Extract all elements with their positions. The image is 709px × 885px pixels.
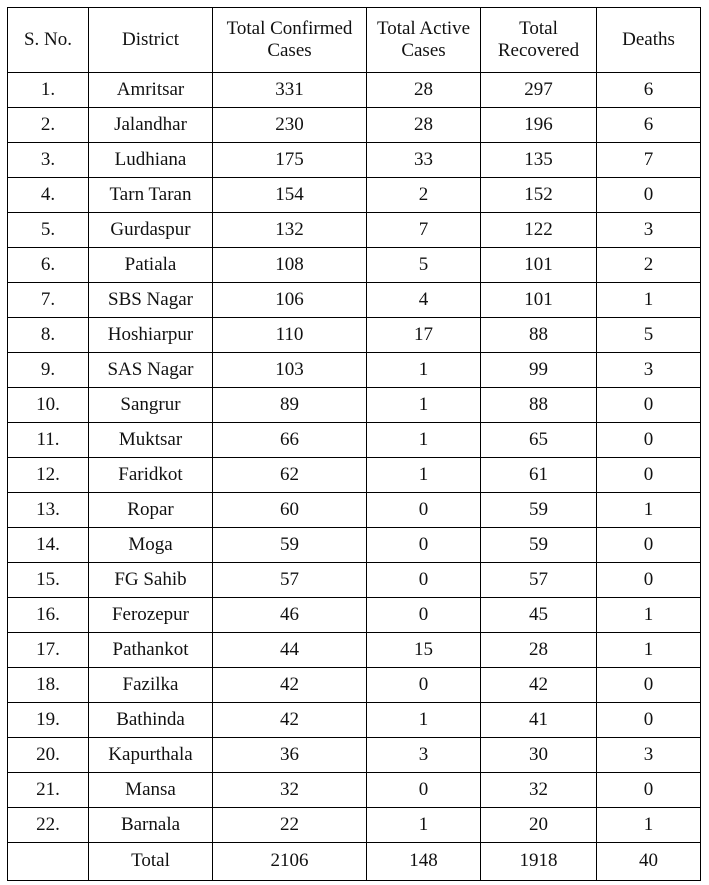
- cell-sno: 20.: [8, 738, 89, 773]
- cell-recovered: 57: [481, 563, 597, 598]
- column-header-sno: S. No.: [8, 8, 89, 73]
- cell-district: Moga: [89, 528, 213, 563]
- table-row: [8, 493, 701, 528]
- cell-confirmed: 36: [213, 738, 367, 773]
- cell-district: Bathinda: [89, 703, 213, 738]
- cell-confirmed: 60: [213, 493, 367, 528]
- cell-active: 1: [367, 458, 481, 493]
- cell-recovered: 122: [481, 213, 597, 248]
- table-row: [8, 738, 701, 773]
- cell-active: 1: [367, 423, 481, 458]
- cell-confirmed: 108: [213, 248, 367, 283]
- total-cell-deaths: 40: [597, 843, 701, 881]
- cell-recovered: 99: [481, 353, 597, 388]
- cell-district: Ferozepur: [89, 598, 213, 633]
- cell-active: 28: [367, 108, 481, 143]
- cell-confirmed: 175: [213, 143, 367, 178]
- table-row: [8, 388, 701, 423]
- table-row: [8, 423, 701, 458]
- table-row: [8, 283, 701, 318]
- cell-confirmed: 132: [213, 213, 367, 248]
- cell-sno: 5.: [8, 213, 89, 248]
- cell-active: 0: [367, 668, 481, 703]
- cell-sno: 17.: [8, 633, 89, 668]
- cell-sno: 9.: [8, 353, 89, 388]
- cell-district: Ropar: [89, 493, 213, 528]
- cell-confirmed: 22: [213, 808, 367, 843]
- cell-sno: 15.: [8, 563, 89, 598]
- cell-active: 1: [367, 808, 481, 843]
- table-row: [8, 668, 701, 703]
- cell-district: Jalandhar: [89, 108, 213, 143]
- table-row: [8, 598, 701, 633]
- cell-confirmed: 106: [213, 283, 367, 318]
- table-row: [8, 108, 701, 143]
- cell-recovered: 45: [481, 598, 597, 633]
- cell-deaths: 0: [597, 423, 701, 458]
- cell-district: Mansa: [89, 773, 213, 808]
- cell-confirmed: 89: [213, 388, 367, 423]
- cell-recovered: 152: [481, 178, 597, 213]
- cell-sno: 13.: [8, 493, 89, 528]
- cell-recovered: 101: [481, 248, 597, 283]
- table-row: [8, 178, 701, 213]
- cell-district: Muktsar: [89, 423, 213, 458]
- cell-deaths: 5: [597, 318, 701, 353]
- cell-sno: 3.: [8, 143, 89, 178]
- cell-district: SBS Nagar: [89, 283, 213, 318]
- table-row: [8, 808, 701, 843]
- cell-active: 17: [367, 318, 481, 353]
- cell-sno: 2.: [8, 108, 89, 143]
- table-row: [8, 248, 701, 283]
- cell-district: Tarn Taran: [89, 178, 213, 213]
- table-row: [8, 773, 701, 808]
- table-row: [8, 213, 701, 248]
- column-header-active: Total Active Cases: [367, 8, 481, 73]
- cell-active: 1: [367, 703, 481, 738]
- cell-recovered: 65: [481, 423, 597, 458]
- cell-confirmed: 32: [213, 773, 367, 808]
- cell-district: Ludhiana: [89, 143, 213, 178]
- cell-deaths: 1: [597, 493, 701, 528]
- cell-confirmed: 331: [213, 73, 367, 108]
- cell-sno: 18.: [8, 668, 89, 703]
- cell-deaths: 3: [597, 213, 701, 248]
- cell-confirmed: 62: [213, 458, 367, 493]
- table-header-row: [8, 8, 701, 73]
- cell-confirmed: 110: [213, 318, 367, 353]
- cell-sno: 22.: [8, 808, 89, 843]
- cell-recovered: 297: [481, 73, 597, 108]
- cell-district: Gurdaspur: [89, 213, 213, 248]
- table-row: [8, 563, 701, 598]
- cell-deaths: 0: [597, 388, 701, 423]
- cell-active: 33: [367, 143, 481, 178]
- cell-district: Barnala: [89, 808, 213, 843]
- cell-active: 0: [367, 563, 481, 598]
- cell-sno: 11.: [8, 423, 89, 458]
- cell-sno: 14.: [8, 528, 89, 563]
- column-header-confirmed: Total Confirmed Cases: [213, 8, 367, 73]
- cell-district: FG Sahib: [89, 563, 213, 598]
- cell-deaths: 0: [597, 773, 701, 808]
- column-header-deaths: Deaths: [597, 8, 701, 73]
- cell-sno: 1.: [8, 73, 89, 108]
- cell-active: 15: [367, 633, 481, 668]
- data-table-container: [7, 7, 700, 871]
- cell-recovered: 61: [481, 458, 597, 493]
- cell-deaths: 0: [597, 563, 701, 598]
- cell-confirmed: 154: [213, 178, 367, 213]
- cell-recovered: 59: [481, 493, 597, 528]
- cell-active: 4: [367, 283, 481, 318]
- cell-deaths: 2: [597, 248, 701, 283]
- table-body: [8, 73, 701, 881]
- cell-deaths: 0: [597, 458, 701, 493]
- cell-sno: 21.: [8, 773, 89, 808]
- cell-active: 1: [367, 353, 481, 388]
- table-row: [8, 633, 701, 668]
- total-cell-confirmed: 2106: [213, 843, 367, 881]
- cell-deaths: 6: [597, 73, 701, 108]
- total-cell-active: 148: [367, 843, 481, 881]
- cell-district: Fazilka: [89, 668, 213, 703]
- cell-confirmed: 46: [213, 598, 367, 633]
- cell-confirmed: 57: [213, 563, 367, 598]
- cell-sno: 19.: [8, 703, 89, 738]
- cell-recovered: 196: [481, 108, 597, 143]
- cell-confirmed: 42: [213, 703, 367, 738]
- column-header-recovered: Total Recovered: [481, 8, 597, 73]
- table-row: [8, 73, 701, 108]
- cell-recovered: 88: [481, 388, 597, 423]
- cell-deaths: 3: [597, 738, 701, 773]
- cell-recovered: 30: [481, 738, 597, 773]
- cell-deaths: 0: [597, 178, 701, 213]
- total-cell-sno: [8, 843, 89, 881]
- cell-confirmed: 59: [213, 528, 367, 563]
- cell-sno: 12.: [8, 458, 89, 493]
- cell-active: 28: [367, 73, 481, 108]
- cell-confirmed: 103: [213, 353, 367, 388]
- cell-deaths: 1: [597, 598, 701, 633]
- cell-sno: 16.: [8, 598, 89, 633]
- cell-recovered: 59: [481, 528, 597, 563]
- cell-recovered: 32: [481, 773, 597, 808]
- cell-district: Patiala: [89, 248, 213, 283]
- cell-deaths: 7: [597, 143, 701, 178]
- table-row: [8, 458, 701, 493]
- cell-district: Sangrur: [89, 388, 213, 423]
- table-row: [8, 528, 701, 563]
- cell-active: 1: [367, 388, 481, 423]
- cell-deaths: 1: [597, 633, 701, 668]
- cell-confirmed: 44: [213, 633, 367, 668]
- cell-recovered: 88: [481, 318, 597, 353]
- cell-active: 0: [367, 528, 481, 563]
- table-header: [8, 8, 701, 73]
- cell-deaths: 6: [597, 108, 701, 143]
- cell-sno: 10.: [8, 388, 89, 423]
- cell-district: SAS Nagar: [89, 353, 213, 388]
- cell-active: 2: [367, 178, 481, 213]
- cell-recovered: 42: [481, 668, 597, 703]
- district-case-summary-table: [7, 7, 701, 881]
- cell-recovered: 20: [481, 808, 597, 843]
- total-cell-district: Total: [89, 843, 213, 881]
- cell-deaths: 1: [597, 808, 701, 843]
- table-row: [8, 703, 701, 738]
- cell-confirmed: 66: [213, 423, 367, 458]
- cell-active: 3: [367, 738, 481, 773]
- cell-sno: 8.: [8, 318, 89, 353]
- cell-district: Hoshiarpur: [89, 318, 213, 353]
- cell-active: 7: [367, 213, 481, 248]
- cell-recovered: 135: [481, 143, 597, 178]
- table-row: [8, 143, 701, 178]
- table-total-row: [8, 843, 701, 881]
- table-row: [8, 318, 701, 353]
- cell-district: Kapurthala: [89, 738, 213, 773]
- cell-sno: 7.: [8, 283, 89, 318]
- cell-district: Amritsar: [89, 73, 213, 108]
- cell-deaths: 0: [597, 703, 701, 738]
- total-cell-recovered: 1918: [481, 843, 597, 881]
- column-header-district: District: [89, 8, 213, 73]
- cell-district: Faridkot: [89, 458, 213, 493]
- cell-deaths: 3: [597, 353, 701, 388]
- cell-deaths: 0: [597, 668, 701, 703]
- cell-deaths: 0: [597, 528, 701, 563]
- cell-active: 0: [367, 598, 481, 633]
- cell-confirmed: 42: [213, 668, 367, 703]
- cell-active: 5: [367, 248, 481, 283]
- cell-active: 0: [367, 493, 481, 528]
- table-row: [8, 353, 701, 388]
- cell-active: 0: [367, 773, 481, 808]
- cell-confirmed: 230: [213, 108, 367, 143]
- cell-district: Pathankot: [89, 633, 213, 668]
- cell-sno: 6.: [8, 248, 89, 283]
- cell-recovered: 41: [481, 703, 597, 738]
- cell-recovered: 28: [481, 633, 597, 668]
- cell-sno: 4.: [8, 178, 89, 213]
- cell-recovered: 101: [481, 283, 597, 318]
- cell-deaths: 1: [597, 283, 701, 318]
